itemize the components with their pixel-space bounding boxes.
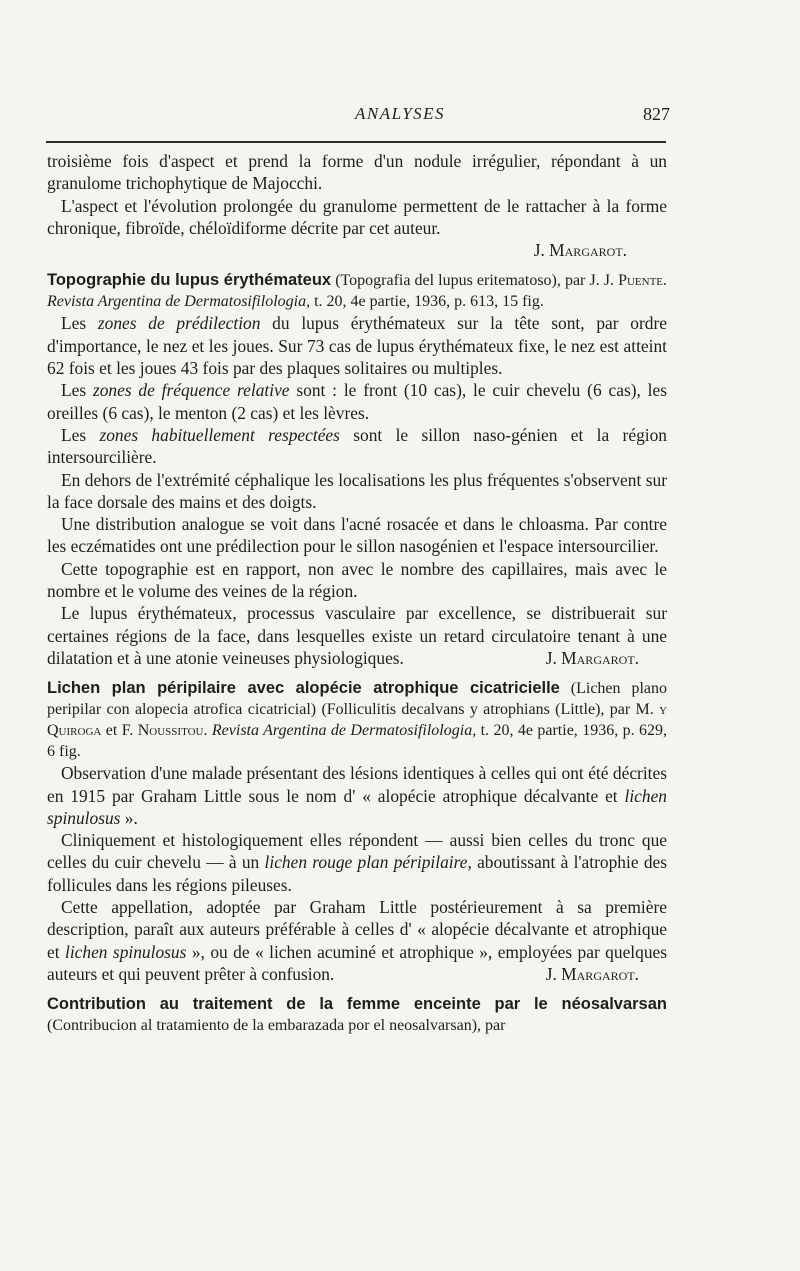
reference: t. 20, 4e partie, 1936, p. 629, 6 fig.: [47, 722, 668, 761]
signature: J. Margarot.: [545, 647, 639, 668]
signature: J. Margarot.: [545, 963, 639, 984]
review-heading: [47, 270, 667, 312]
reference: t. 20, 4e partie, 1936, p. 613, 15 fig.: [314, 293, 544, 311]
review-title: Topographie du lupus érythémateux: [47, 271, 332, 290]
review-heading: Lichen plan péripilaire avec alopécie atrophique cicatricielle (Lichen plano peripilar con alopecia atrofica cicatricial) (Folliculitis decalvans y atrophians (Little), par M. y Quiroga et F. Noussitou. Revista Argentina de Dermatosifilologia, t. 20, 4e partie, 1936, p. 629, 6 fig.: [47, 679, 668, 761]
paragraph: Une distribution analogue se voit dans l'acné rosacée et dans le chloasma. Par contre les eczématides ont une prédilection pour le sillon nasogénien et l'espace intersourcilier.: [47, 514, 667, 557]
review-title: Contribution au traitement de la femme enceinte par le néosalvarsan: [47, 995, 667, 1014]
running-head: [0, 104, 800, 134]
paragraph: Cette topographie est en rapport, non avec le nombre des capillaires, mais avec le nombre et le volume des veines de la région.: [47, 558, 667, 602]
running-title: ANALYSES: [354, 104, 446, 123]
header-rule: [46, 141, 666, 143]
paragraph: Les zones habituellement respectées sont le sillon naso-génien et la région intersourcilière.: [47, 424, 667, 468]
author: F. Noussitou.: [121, 722, 208, 740]
journal: Revista Argentina de Dermatosifilologia,: [211, 722, 477, 740]
original-title: (Topografia del lupus eritematoso), par: [335, 272, 586, 290]
original-title: (Contribucion al tratamiento de la embarazada por el neosalvarsan), par: [47, 1017, 506, 1035]
page-number: 827: [643, 104, 670, 124]
review-title: Lichen plan péripilaire avec alopécie atrophique cicatricielle: [47, 679, 560, 698]
signature: J. Margarot.: [533, 240, 627, 261]
paragraph: L'aspect et l'évolution prolongée du granulome permettent de le rattacher à la forme chronique, fibroïde, chéloïdiforme décrite par cet auteur.: [47, 195, 667, 238]
paragraph: Cliniquement et histologiquement elles répondent — aussi bien celles du tronc que celles du cuir chevelu — à un lichen rouge plan péripilaire, aboutissant à l'atrophie des follicules dans les régions pileuses.: [47, 830, 667, 895]
author: M. y Quiroga: [47, 701, 668, 740]
original-title: (Lichen plano peripilar con alopecia atrofica cicatricial) (Folliculitis decalvans y atrophians (Little), par: [47, 680, 667, 719]
review-heading: [47, 994, 667, 1036]
paragraph: troisième fois d'aspect et prend la forme d'un nodule irrégulier, répondant à un granulome trichophytique de Majocchi.: [47, 151, 667, 194]
paragraph: Observation d'une malade présentant des lésions identiques à celles qui ont été décrites en 1915 par Graham Little sous le nom d' « alopécie atrophique décalvante et lichen spinulosus ».: [47, 763, 667, 828]
paragraph: En dehors de l'extrémité céphalique les localisations les plus fréquentes s'observent sur la face dorsale des mains et des doigts.: [47, 469, 667, 512]
journal: Revista Argentina de Dermatosifilologia,: [47, 293, 311, 311]
author: J. J. Puente.: [589, 272, 668, 290]
page-body: [47, 150, 667, 1036]
paragraph: Cette appellation, adoptée par Graham Little postérieurement à sa première description, paraît aux auteurs préférable à celles d' « alopécie décalvante et atrophique et lichen spinulosus », ou de « lichen acuminé et atrophique », employées par quelques auteurs et qui peuvent prêter à confusion. J. Margarot.: [47, 897, 667, 984]
paragraph: Le lupus érythémateux, processus vasculaire par excellence, se distribuerait sur certaines régions de la face, dans lesquelles existe un retard circulatoire tenant à une dilatation et à une atonie veineuses physiologiques. J. Margarot.: [47, 603, 667, 668]
paragraph: Les zones de prédilection du lupus érythémateux sur la tête sont, par ordre d'importance, le nez et les joues. Sur 73 cas de lupus érythémateux fixe, le nez est atteint 62 fois et les joues 43 fois par des plaques solitaires ou multiples.: [47, 313, 667, 379]
paragraph: Les zones de fréquence relative sont : le front (10 cas), le cuir chevelu (6 cas), les oreilles (6 cas), le menton (2 cas) et les lèvres.: [47, 380, 667, 423]
